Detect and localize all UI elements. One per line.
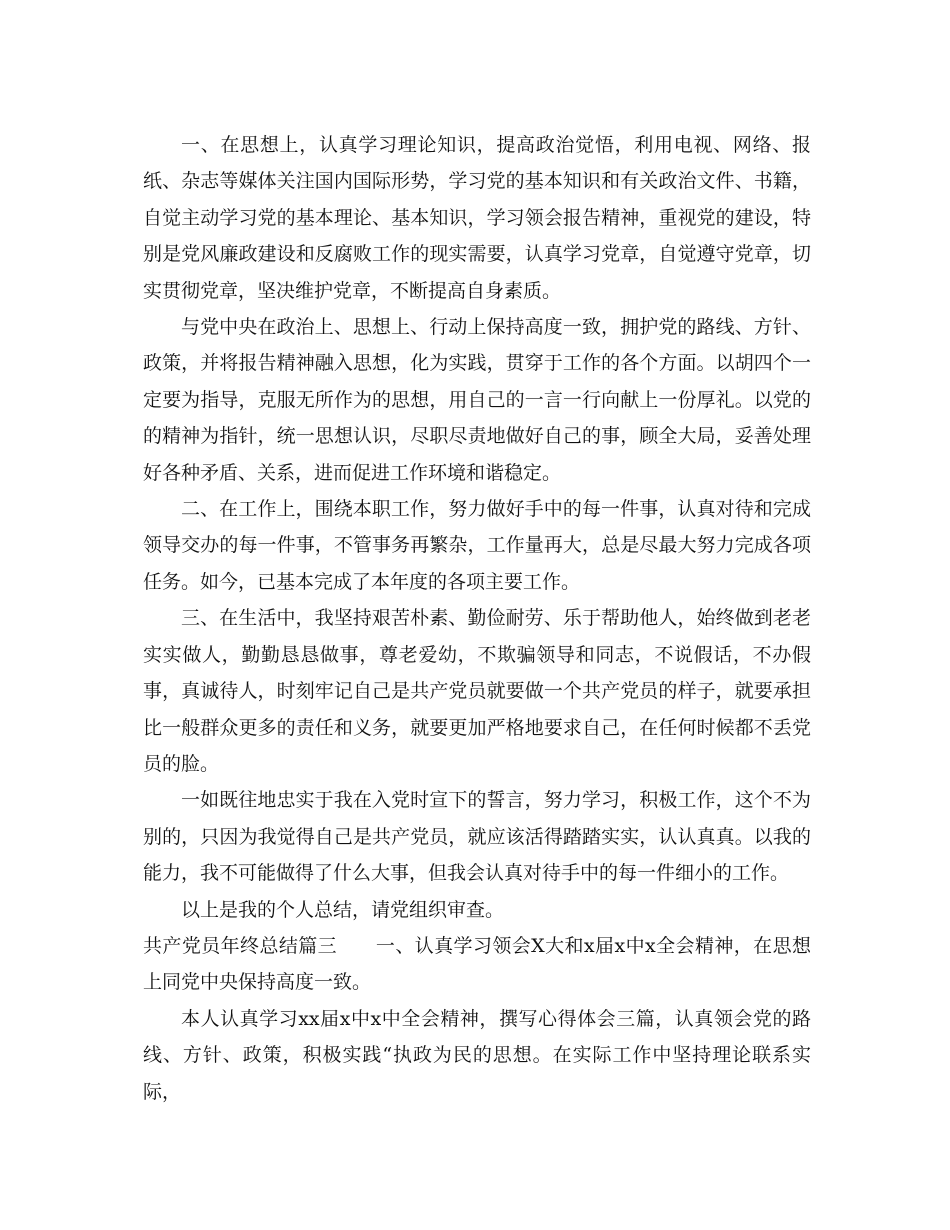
paragraph-oath: 一如既往地忠实于我在入党时宣下的誓言，努力学习，积极工作，这个不为别的，只因为我觉得自己是共产党员，就应该活得踏踏实实，认认真真。以我的能力，我不可能做得了什么大事，但我会认真对待手中的每一件细小的工作。 [143, 789, 811, 885]
document-body [143, 127, 811, 1110]
paragraph-party-alignment: 与党中央在政治上、思想上、行动上保持高度一致，拥护党的路线、方针、政策，并将报告精神融入思想，化为实践，贯穿于工作的各个方面。以胡四个一定要为指导，克服无所作为的思想，用自己的一言一行向献上一份厚礼。以党的的精神为指针，统一思想认识，尽职尽责地做好自己的事，顾全大局，妥善处理好各种矛盾、关系，进而促进工作环境和谐稳定。 [143, 316, 811, 484]
paragraph-ideology: 一、在思想上，认真学习理论知识，提高政治觉悟，利用电视、网络、报纸、杂志等媒体关注国内国际形势，学习党的基本知识和有关政治文件、书籍，自觉主动学习党的基本理论、基本知识，学习领会报告精神，重视党的建设，特别是党风廉政建设和反腐败工作的现实需要，认真学习党章，自觉遵守党章，切实贯彻党章，坚决维护党章，不断提高自身素质。 [143, 134, 811, 302]
paragraph-life: 三、在生活中，我坚持艰苦朴素、勤俭耐劳、乐于帮助他人，始终做到老老实实做人，勤勤恳恳做事，尊老爱幼，不欺骗领导和同志，不说假话，不办假事，真诚待人，时刻牢记自己是共产党员就要做一个共产党员的样子，就要承担比一般群众更多的责任和义务，就要更加严格地要求自己，在任何时候都不丢党员的脸。 [143, 607, 811, 775]
paragraph-closing: 以上是我的个人总结，请党组织审查。 [181, 898, 505, 921]
paragraph-work: 二、在工作上，围绕本职工作，努力做好手中的每一件事，认真对待和完成领导交办的每一件事，不管事务再繁杂，工作量再大，总是尽最大努力完成各项任务。如今，已基本完成了本年度的各项主要工作。 [143, 498, 811, 593]
paragraph-study: 本人认真学习xx届x中x中全会精神，撰写心得体会三篇，认真领会党的路线、方针、政策，积极实践“执政为民的思想。在实际工作中坚持理论联系实际， [143, 1007, 811, 1103]
paragraph-section-three-heading: 共产党员年终总结篇三 一、认真学习领会X大和x届x中x全会精神，在思想上同党中央保持高度一致。 [143, 934, 811, 994]
